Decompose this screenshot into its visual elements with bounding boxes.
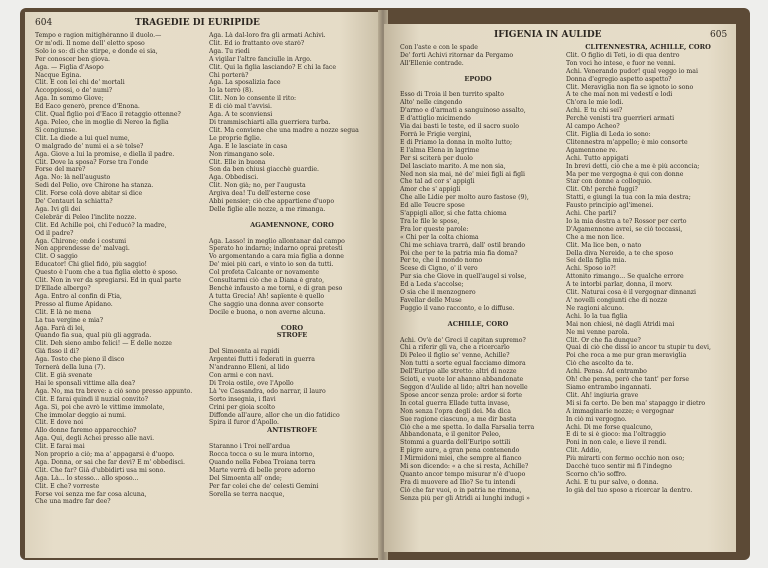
text-line [209,317,375,325]
text-line: Ton voci ho intese, e fuor ne venni. [566,59,676,67]
text-line: Presso al fiume Apidano. [35,300,113,308]
text-line: Scese di Cigno, o' il vero [400,265,478,273]
text-line: Solo io so: di che stirpe, e donde ei sia, [35,47,158,55]
text-line: E d'attiglio micimendo [400,115,471,123]
text-line: Achi. Tutto appigati [566,154,629,162]
text-line: De' forti Achivi ritornar da Pergamo [400,51,514,59]
text-line: O malgrado de' numi ei a sè tolse? [35,142,144,150]
text-line: Clit. O figlio di Teti, io di qua dentro [566,51,680,59]
right-running-head: IFIGENIA IN AULIDE [494,30,602,40]
text-line: Aga. Peleo, che in moglie di Nereo la figlia [35,118,169,126]
text-line: AGAMENNONE, CORO [250,221,334,229]
text-line: Alto' nelle cingendo [400,99,463,107]
right-column-2 [566,44,730,495]
text-line: De' Centauri la schiatta? [35,198,113,206]
text-line: Seggon d'Aulide al lido; altri han novelle [400,383,528,391]
text-line: Esso di Troia il ben turrito spalto [400,91,504,99]
text-line: Nacque Egina. [35,71,82,79]
text-line: Son da ben chiusi giacchè guardie. [209,166,319,174]
text-line: Clit. E che? vorreste [35,482,100,490]
text-line: Aga. Donna, or sai che far devi? E m' obbedisci. [35,458,186,466]
text-line: Che una madre far dee? [35,498,111,506]
text-line: Con l'aste e con le spade [400,44,478,51]
text-line: Aga. Sì, poi che avrò le vittime immolate, [35,403,165,411]
text-line: Fra lor queste parole: [400,225,469,233]
text-line: Clit. E farai quindi il nuzial convito? [35,395,148,403]
text-line: Quanto ancor tempo misurar n'è d'uopo [400,470,526,478]
text-line: Clit. E farai mai [35,443,85,451]
text-line: Che a me non lice. [566,233,625,241]
text-line: Spose ancor senza prole: ardor si forte [400,391,523,399]
text-line: Clit. Or che fia dunque? [566,336,641,344]
left-column-1 [35,32,197,506]
text-line: Clitennestra m'appello; è mio consorte [566,138,688,146]
text-line: Docile e buona, o non averne alcuna. [209,308,326,316]
text-line: Allo donne faremo apparecchio? [35,427,137,435]
text-line: Aga. Qui, degli Achei presso alle navi. [35,435,155,443]
text-line: Mai non chiesi, né dagli Atridi mai [566,320,675,328]
text-line: CORO [280,324,304,332]
text-line: Aga. Ivi gli dei [35,205,81,213]
text-line: Delle figlie alle nozze, a me rimanga. [209,205,326,213]
text-line: Di Peleo il figlio se' venne, Achille? [400,352,510,360]
text-line: Staranno i Troi nell'ardua [209,443,291,451]
text-line: Ciò che ascolto da te. [566,360,634,368]
text-line: Io la terrò (8). [209,87,254,95]
text-line: Aga. Tosto che pieno il disco [35,356,125,364]
text-line: Achi. Venerando pudor! qual veggo io mai [566,67,698,75]
text-line: Scorno ch'io soffro. [566,470,627,478]
text-line: Hai le sponsali vittime alla dea? [35,379,136,387]
text-line: A immaginarie nozze; e vergognar [566,407,674,415]
text-line: Aga. Là dal-loro fra gli armati Achivi. [209,32,326,39]
text-line: Ma per me vergogna è qui con donne [566,170,684,178]
text-line: Fausto principio agl'imenei. [566,202,654,210]
text-line: Clit. La diede a lui quel nume, [35,134,130,142]
text-line: Clit. Non in ver da spregiarsi. Ed in qual parte [35,277,181,285]
text-line: Io la mia destra a te? Rossor per certo [566,217,687,225]
text-line: Non rimangano sole. [209,150,275,158]
text-line: Per far colei che de' celesti Gemini [209,482,319,490]
text-line: Achi. Pensa. Ad entrambo [566,368,647,376]
text-line: Achi. E tu chi sei? [566,107,623,115]
text-line: Clit. Non già; no, per l'augusta [209,182,306,190]
text-line: Clit. Figlia di Leda io sono: [566,130,651,138]
text-line: Clit. Naturai cosa è il vergognar dinnanzi [566,289,697,297]
text-line: La tua vergine e mia? [35,316,104,324]
text-line: Chi me schiava trarrà, dall' ostil brando [400,241,526,249]
text-line: Aga. — Figlia d'Asopo [35,63,104,71]
text-line: Scioti, e vuote lor ahanno abbandonate [400,376,524,384]
text-line: Aga. A te sconviensi [209,111,273,119]
text-line: Le proprie figlie. [209,134,262,142]
text-line: Aga. Lasso! in meglio allontanar dal campo [209,237,345,245]
right-page [384,24,736,552]
text-line: Achi. Io la tua figlia [566,312,628,320]
text-line: E di Priamo la donna in molto lutto; [400,138,513,146]
text-line: Sperato ho indarno; indarno oprai pretesti [209,245,343,253]
text-line: Clit. Deh sieno ambo felici! — E delle nozze [35,340,172,348]
text-line: Per si sciterà per duolo [400,154,473,162]
text-line: D'armo e d'armati a sanguinoso assalto, [400,107,526,115]
text-line [400,313,556,321]
text-line: Perchè venisti tra guerrieri armati [566,115,675,123]
text-line: Dacchè tuco sentir mi fi l'indegno [566,463,672,471]
text-line: Ne mi venne parola. [566,328,630,336]
text-line: Tra le file le spose, [400,217,460,225]
text-line: D'Ellade albergo? [35,285,91,292]
text-line: E di ciò mal t'avvisi. [209,103,272,111]
text-line: Di Troia ostile, ove l'Apollo [209,379,294,387]
text-line: Vo argomentando a cara mia figlia a donne [209,253,344,261]
text-line: E l'alma Elena in lagrime [400,146,480,154]
text-line: Sei della figlia mia. [566,257,627,265]
text-line: Achi. Ov'è de' Greci il capitan supremo? [400,336,526,344]
text-line: N'andranno Elleni, al lido [209,364,290,372]
text-line: Clit. Ed Achille poi, chi l'educò? la madre, [35,221,167,229]
text-line: I Mirmidoni miei, che sempre al fianco [400,455,522,463]
text-line: Achi. Di me forse qualcuno, [566,423,653,431]
text-line: Non proprio a ciò; ma a' appagarsi è d'uopo. [35,451,175,459]
text-line: Chi a riferir gli va, che a ricercarlo [400,344,510,352]
text-line: Favellar delle Muse [400,297,462,304]
text-line: S'appigli allor, si che fatta chioma [400,210,507,218]
text-line: Aga. E le lasciate in casa [209,142,288,150]
text-line: A te che mai non mi vedesti e lodi [566,91,673,99]
text-line: E pigre aure, a gran pena contenendo [400,447,520,455]
text-line: Senza più per gli Atridi ai lunghi indugi » [400,494,530,502]
text-line: Marte verrà di belle prore adorno [209,466,316,474]
text-line: Clit. Ma conviene che una madre a nozze segua [209,126,359,134]
text-line: Aga. Obbedisci. [209,174,259,182]
text-line: Forse voi senza me far cosa alcuna, [35,490,147,498]
text-line [400,68,556,76]
text-line: Argiva dea! Tu dell'esterne cose [209,190,311,198]
text-line: ANTISTROFE [267,427,317,435]
text-line: Ciò che a me spetta. Io dalla Farsalia terra [400,423,535,431]
text-line: Clit. Elle in buona [209,158,266,166]
text-line: Stommi a guarda dell'Euripo sottili [400,439,511,447]
text-line: Forse del mare? [35,166,86,174]
text-line: Quando nella Febea Troiana terra [209,458,316,466]
text-line [400,329,556,337]
text-line: Mi son dicendo: « a che si resta, Achille? [400,463,529,471]
text-line: Ch'ora le mie lodi. [566,99,624,107]
text-line: Aga. Là... lo stesso... allo sposo... [35,474,139,482]
text-line: A' novelli congiunti che di nozze [566,297,668,304]
text-line: Della diva Nereide, a te che sposo [566,249,674,257]
text-line: Di trammischiarti alla guerriera turba. [209,118,331,126]
text-line [400,84,556,92]
text-line: Donna d'egregio aspetto aspetto? [566,75,672,83]
text-line: Clit. Oh! perchè fuggi? [566,186,638,194]
left-page-number: 604 [35,18,53,28]
text-line: Aga. Entro al confin di Ftia, [35,292,122,300]
text-line: Educator! Chi gliel fidò, più saggio! [35,261,148,269]
text-line: Clit. E già svenate [35,371,93,379]
text-line: Accoppiossi, o de' numi? [35,87,113,95]
text-line: Oh! che pensa, però che tant' per forse [566,376,690,384]
right-page-number: 605 [710,30,728,40]
text-line: Tornerà della luna (7). [35,364,106,372]
text-line: Clit. E dove noi [35,419,84,427]
text-line: Fuggìo il vano racconto, e lo diffuse. [400,304,515,312]
text-line: Quai di ciò che dissi io ancor tu stupir tu devi, [566,344,711,352]
text-line: ACHILLE, CORO [447,320,509,328]
text-line: Clit. Non lo consente il rito: [209,95,297,103]
text-line: Sedi del Pelio, ove Chirone ha stanza. [35,182,154,190]
text-line: Clit. Ma lice ben, o nato [566,241,642,249]
text-line: Mi si fa certo. De ben ma' stapaggo ir dietro [566,399,706,407]
text-line: Pur sia che Giove in quell'augel si volse, [400,273,527,281]
text-line: Achi. Sposo io?! [566,265,617,273]
text-line: Non apprendesse de' malvagi. [35,245,130,253]
text-line: Più mirarti con fermo occhio non oso; [566,455,685,463]
text-line: Non tutti a sorte egual facciamo dimora [400,360,526,368]
text-line: Del Simoenta all' onde; [209,474,282,482]
text-line: Od il padre? [35,229,74,237]
text-line: Fra di muovere ad Ilio? Se tu intendi [400,478,516,486]
text-line: Clit. Ed io frattanto ove starò? [209,39,305,47]
text-line: Poni in non cale, e lieve il rendi. [566,439,667,447]
text-line: Clit. Che far? Già d'ubbidirti usa mi sono. [35,466,166,474]
text-line: Per te, che il mondo nomo [400,257,483,265]
text-line: Del Simoenta ai rapidi [209,348,280,356]
text-line: Agamennone re. [566,146,618,154]
text-line: Clit. Addio, [566,447,602,455]
text-line: Che alle Lidie per molto auro fastose (9), [400,194,529,202]
text-line: Aga. La sposalizia face [209,79,281,87]
text-line: Che immolar deggio ai numi. [35,411,127,419]
text-line [209,214,375,222]
text-line: D'Agamennone avrei, se ciò toccassi, [566,225,683,233]
text-line: In cotal guerra Ellade tutta invase, [400,399,510,407]
text-line: A tutta Grecia! Ah! sapïente è quello [209,292,325,300]
right-column-2-lines [566,52,730,495]
text-line: Là 've Cassandra, odo narrar, il lauro [209,387,326,395]
text-line: Per conoscer ben giova. [35,55,110,63]
text-line: Questo è l'uom che a tua figlia eletto è sposo. [35,269,178,277]
text-line: Sorto insegnia, i flavi [209,395,276,403]
text-line [209,435,375,443]
left-page [25,12,383,558]
text-line: Ciò che far vuoi, o in patria ne rimena, [400,486,522,494]
right-col2-heading: CLITENNESTRA, ACHILLE, CORO [585,43,711,51]
text-line: Celebrâr di Peleo l'inclite nozze. [35,213,137,221]
text-line: Al campo Acheo? [566,123,620,131]
text-line: A vigilar l'altre fanciulle in Argo. [209,55,312,63]
text-line: Ne ragioni alcuno. [566,304,624,312]
text-line: Poi che per te la patria mia fia doma? [400,249,518,257]
text-line: Clit. Forse colà dove abitar si dice [35,190,143,198]
text-line: Or m'odi. Il nome dell' eletto sposo [35,39,145,47]
text-line: Consultarmi ciò che a Diana è grato, [209,277,325,285]
text-line: Dell'Euripo alle stretto: altri di nozze [400,368,517,376]
text-line: Del lasciato marito. A me non sia, [400,162,506,170]
text-line: Quando fia sua, qual più gli aggrada. [35,332,152,340]
text-line: Che tal ad cor s' appigli [400,178,475,186]
text-line: Aga. In sommo Giove; [35,95,104,103]
text-line: Aga. Tu riedi [209,47,250,55]
text-line: Ed alle Teucre spose [400,202,465,210]
text-line: Clit. Qui la figlia lasciando? E chi la face [209,63,337,71]
text-line: Achi. Che parli? [566,210,617,218]
text-line: Sorella se terra nacque, [209,490,285,498]
text-line: Abbandonata, e il genitor Peleo, [400,431,501,439]
text-line: Aga. No, ma tra breve: a ciò sono presso appunto. [35,387,193,395]
text-line: Amor che s' appigli [400,186,461,194]
right-column-1 [400,44,556,503]
text-line: Clit. Qual figlio poi d'Eaco il retaggio ottenne? [35,111,181,119]
text-line: De' miei più cari, e vinto io son da tutti. [209,261,334,269]
text-line: Achi. E tu pur salve, o donna. [566,478,659,486]
text-line: Poi che roca a me pur gran meraviglia [566,352,687,360]
text-line: Che saggio una donna aver consorte [209,300,324,308]
text-line: Non senza l'opra degli dei. Ma dica [400,407,511,415]
text-line: Già fisso il dì? [35,348,79,356]
text-line: A te intorbi parlar, donna, il morv. [566,281,673,289]
text-line: Io già del tuo sposo a ricercar la dentro. [566,486,693,494]
text-line: Statti, e giungi la tua con la mia destra; [566,194,691,202]
text-line [209,230,375,238]
text-line: Benchè infausto a me torni, e di gran peso [209,285,343,292]
text-line: Clit. Meraviglia non fia se ignoto io sono [566,83,694,91]
text-line: Clit. E con lei chi de' mortali [35,79,125,87]
text-line: Crini per gioia scolto [209,403,276,411]
text-line: Abbi pensier; ciò che appartiene d'uopo [209,198,335,206]
text-line: Tempo e ragion mitighéranno il duolo.— [35,32,162,39]
text-line: In brevi detti, ciò che a me è più acconcia; [566,162,700,170]
text-line: Clit. Ah! ingiuria grave [566,391,639,399]
text-line: Star con donne a colloquio. [566,178,652,186]
text-line: Ed a Leda s'accolse; [400,281,464,289]
left-column-2 [209,32,375,498]
text-line: Clit. O saggio [35,253,78,261]
text-line: Argentei flutti i federati in guerra [209,356,315,364]
text-line: Clit. E là ne mena [35,308,92,316]
text-line: Forrà le Frigie vergini, [400,130,472,138]
left-running-head: TRAGEDIE DI EURIPIDE [135,18,260,28]
text-line [209,340,375,348]
text-line: Con armi e con navi. [209,371,274,379]
text-line: All'Ellenie contrade. [400,59,464,67]
text-line: Attonito rimango... Se qualche errore [566,273,684,281]
text-line: Sue ragione ciascuno, a me dir basta [400,415,517,423]
text-line: In ciò mi vergogno. [566,415,627,423]
text-line: Ed Eaco generò, prence d'Enona. [35,103,140,111]
text-line: Aga. Giove a lui la promise, e diella il padre. [35,150,175,158]
text-line: Aga. No: là nell'augusto [35,174,111,182]
text-line: Siamo entrambo ingannati. [566,383,652,391]
text-line: Diffonde all'aure, allor che un dio fatidico [209,411,340,419]
text-line: EPODO [464,75,492,83]
text-line: « Chi per la colta chioma [400,233,479,241]
text-line: Aga. Farà di lei, [35,324,85,332]
text-line: O sia che il menzognero [400,289,476,297]
text-line: Clit. Dove la sposa? Forse tra l'onde [35,158,149,166]
text-line: Ned non sia mai, né de' miei figli ai figli [400,170,525,178]
text-line: Aga. Chirone; onde i costumi [35,237,127,245]
text-line: STROFE [276,332,308,340]
text-line: Si congiunse. [35,126,78,134]
text-line: Rocca tocca o su le mura intorno, [209,451,315,459]
text-line: E di te si è gioco: ma l'oltraggio [566,431,666,439]
text-line: Via dai basti le teste, ed il sacro suolo [400,123,519,131]
text-line: Spira il furor d'Apollo. [209,419,279,427]
text-line: Col profeta Calcante or novamente [209,269,320,277]
text-line: Chi porterà? [209,71,249,79]
